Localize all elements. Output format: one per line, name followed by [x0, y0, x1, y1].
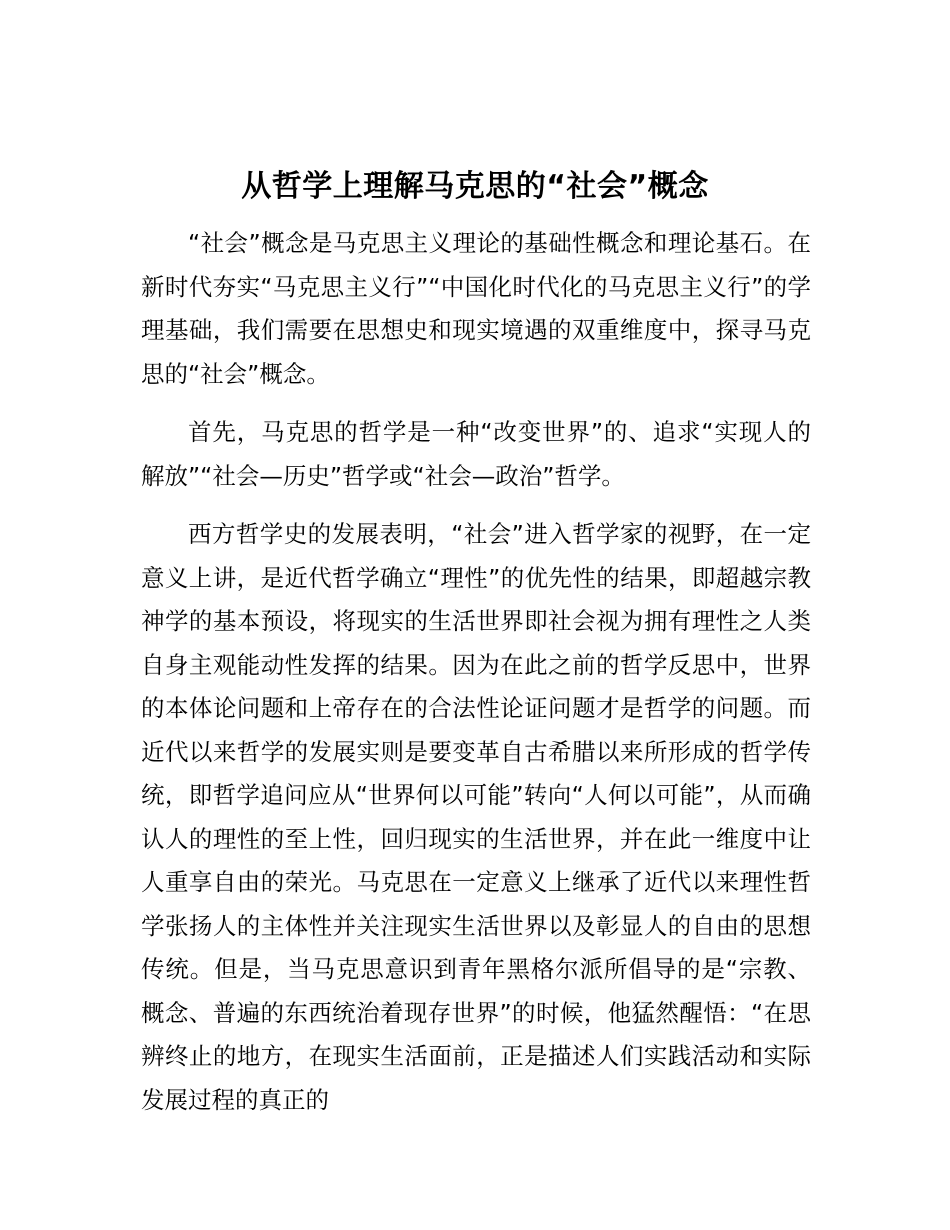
document-body	[141, 222, 811, 1137]
paragraph-3: 西方哲学史的发展表明，“社会”进入哲学家的视野，在一定意义上讲，是近代哲学确立“理性”的优先性的结果，即超越宗教神学的基本预设，将现实的生活世界即社会视为拥有理性之人类自身主观能动性发挥的结果。因为在此之前的哲学反思中，世界的本体论问题和上帝存在的合法性论证问题才是哲学的问题。而近代以来哲学的发展实则是要变革自古希腊以来所形成的哲学传统，即哲学追问应从“世界何以可能”转向“人何以可能”，从而确认人的理性的至上性，回归现实的生活世界，并在此一维度中让人重享自由的荣光。马克思在一定意义上继承了近代以来理性哲学张扬人的主体性并关注现实生活世界以及彰显人的自由的思想传统。但是，当马克思意识到青年黑格尔派所倡导的是“宗教、概念、普遍的东西统治着现存世界”的时候，他猛然醒悟：“在思辨终止的地方，在现实生活面前，正是描述人们实践活动和实际发展过程的真正的	[141, 520, 811, 1114]
page-title: 从哲学上理解马克思的“社会”概念	[241, 169, 709, 204]
paragraph-2: 首先，马克思的哲学是一种“改变世界”的、追求“实现人的解放”“社会—历史”哲学或“社会—政治”哲学。	[141, 418, 811, 490]
paragraph-1: “社会”概念是马克思主义理论的基础性概念和理论基石。在新时代夯实“马克思主义行”“中国化时代化的马克思主义行”的学理基础，我们需要在思想史和现实境遇的双重维度中，探寻马克思的“社会”概念。	[141, 229, 811, 388]
